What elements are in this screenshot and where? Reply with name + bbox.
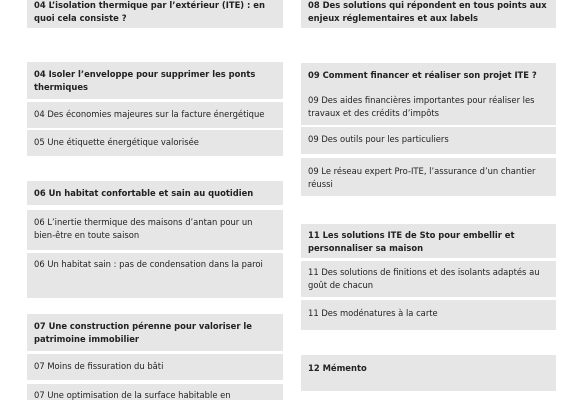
toc-item-modenatures[interactable] [301,300,556,330]
toc-item-habitat-sain[interactable] [27,253,283,298]
section-heading-memento[interactable] [301,355,556,391]
toc-item-optimisation[interactable] [27,384,283,400]
toc-item-text: 06 L’inertie thermique des maisons d’antan pour un bien-être en toute saison [34,217,253,240]
toc-item-outils[interactable] [301,127,556,154]
toc-item-etiquette[interactable] [27,130,283,156]
toc-item-text: 04 Des économies majeures sur la facture énergétique [34,109,265,119]
section-heading-financer[interactable] [301,63,556,89]
section-heading-text: 08 Des solutions qui répondent en tous points aux enjeux réglementaires et aux labels [308,0,547,23]
section-heading-solutions[interactable] [301,0,556,28]
toc-item-finitions[interactable] [301,261,556,297]
section-heading-habitat[interactable] [27,181,283,205]
toc-item-aides[interactable] [301,89,556,125]
toc-item-reseau[interactable] [301,158,556,196]
toc-item-text: 06 Un habitat sain : pas de condensation dans la paroi [34,259,263,269]
section-heading-ponts-thermiques[interactable] [27,62,283,99]
toc-item-fissuration[interactable] [27,354,283,380]
toc-item-text: 09 Le réseau expert Pro-ITE, l’assurance d’un chantier réussi [308,166,536,189]
toc-item-text: 09 Des outils pour les particuliers [308,134,449,144]
toc-item-text: 07 Moins de fissuration du bâti [34,361,164,371]
toc-item-text: 11 Des solutions de finitions et des isolants adaptés au goût de chacun [308,267,540,290]
toc-item-inertie[interactable] [27,210,283,250]
toc-item-text: 09 Des aides financières importantes pour réaliser les travaux et des crédits d’impôts [308,95,535,118]
section-heading-sto[interactable] [301,224,556,258]
toc-item-text: 11 Des modénatures à la carte [308,308,438,318]
section-heading-text: 09 Comment financer et réaliser son projet ITE ? [308,70,537,80]
section-heading-ite[interactable] [27,0,283,28]
section-heading-text: 06 Un habitat confortable et sain au quotidien [34,188,254,198]
section-heading-text: 11 Les solutions ITE de Sto pour embellir et personnaliser sa maison [308,230,515,253]
toc-item-text: 05 Une étiquette énergétique valorisée [34,137,199,147]
toc-item-text: 07 Une optimisation de la surface habitable en [34,390,231,400]
section-heading-text: 12 Mémento [308,363,367,373]
section-heading-text: 04 Isoler l’enveloppe pour supprimer les ponts thermiques [34,69,256,92]
section-heading-construction[interactable] [27,314,283,351]
toc-item-economies[interactable] [27,102,283,128]
section-heading-text: 04 L’isolation thermique par l’extérieur (ITE) : en quoi cela consiste ? [34,0,265,23]
section-heading-text: 07 Une construction pérenne pour valoriser le patrimoine immobilier [34,321,252,344]
